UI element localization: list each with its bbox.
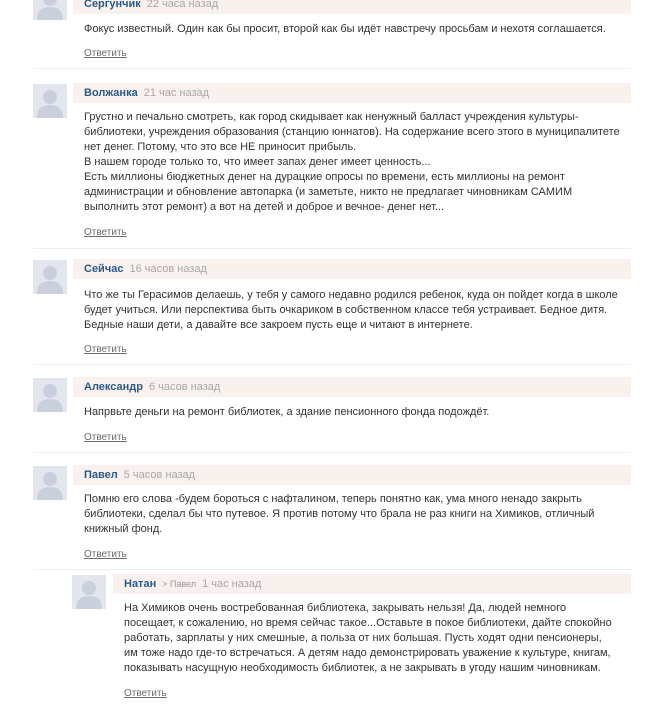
text-line: Грустно и печально смотреть, как город скидывает как ненужный балласт учреждения культуры-: [84, 111, 579, 123]
text-line: выполнить этот ремонт) а вот на детей и доброе и вечное- денег нет...: [84, 201, 445, 213]
author-name[interactable]: Натан: [124, 578, 157, 590]
reply-to-label[interactable]: > Павел: [162, 579, 197, 589]
timestamp: 22 часа назад: [146, 0, 219, 10]
author-name[interactable]: Александр: [84, 381, 143, 393]
text-line: На Химиков очень востребованная библиотека, закрывать нельзя! Да, людей немного: [124, 602, 567, 614]
comment-header: [113, 574, 631, 594]
comment-text: [84, 288, 618, 333]
reply-link[interactable]: Ответить: [124, 688, 167, 699]
text-line: посещает, к сожалению, но время сейчас такое...Оставьте в покое библиотеки, дайте спокойно: [124, 617, 612, 629]
divider: [33, 452, 631, 453]
divider: [33, 569, 631, 570]
text-line: библиотеки, сделал бы что путевое. Я против потому что брала не раз книги на Химиков, отличный: [84, 508, 595, 520]
text-line: Помню его слова -будем бороться с нафталином, теперь понятно как, ума много ненадо закрыть: [84, 493, 582, 505]
reply-link[interactable]: Ответить: [84, 227, 127, 238]
text-line: нет денег. Потому, что это все НЕ приносит прибыль.: [84, 141, 357, 153]
reply-link[interactable]: Ответить: [84, 48, 127, 59]
text-line: Что же ты Герасимов делаешь, у тебя у самого недавно родился ребенок, куда он пойдет когда в школе: [84, 289, 618, 301]
comment-text: [84, 110, 620, 215]
divider: [33, 248, 631, 249]
author-name[interactable]: Волжанка: [84, 87, 138, 99]
comment-header: [73, 465, 631, 485]
comment-text: [84, 22, 606, 37]
text-line: им тоже надо где-то встречаться. А детям надо демонстрировать уважение к культуре, книгам,: [124, 647, 611, 659]
comment-text: [84, 492, 594, 537]
text-line: В нашем городе только то, что имеет запах денег имеет ценность...: [84, 156, 431, 168]
reply-link[interactable]: Ответить: [84, 432, 127, 443]
avatar: [33, 260, 67, 294]
comment-header: [73, 0, 631, 14]
timestamp: 5 часов назад: [123, 469, 196, 481]
author-name[interactable]: Павел: [84, 469, 118, 481]
text-line: показывать насущную необходимость библиотек, а не закрывать в угоду нашим чиновникам.: [124, 662, 601, 674]
reply-link[interactable]: Ответить: [84, 344, 127, 355]
text-line: Фокус известный. Один как бы просит, второй как бы идёт навстречу просьбам и нехотя соглашается.: [84, 23, 606, 35]
timestamp: 6 часов назад: [148, 381, 221, 393]
user-silhouette-icon: [33, 260, 67, 294]
text-line: книжный фонд.: [84, 523, 163, 535]
text-line: Есть миллионы бюджетных денег на дурацкие опросы по времени, есть миллионы на ремонт: [84, 171, 565, 183]
user-silhouette-icon: [33, 84, 67, 118]
comment-header: [73, 259, 631, 279]
timestamp: 16 часов назад: [129, 263, 207, 275]
avatar: [72, 575, 106, 609]
comment-header: [73, 377, 631, 397]
timestamp: 1 час назад: [202, 578, 262, 590]
user-silhouette-icon: [33, 378, 67, 412]
timestamp: 21 час назад: [143, 87, 210, 99]
user-silhouette-icon: [33, 466, 67, 500]
text-line: библиотеки, учреждения образования (станцию юннатов). На содержание всего этого в муниципалитете: [84, 126, 620, 138]
divider: [33, 68, 631, 69]
text-line: Бедные наши дети, а давайте все закроем пусть еще и читают в интернете.: [84, 319, 473, 331]
avatar: [33, 466, 67, 500]
avatar: [33, 84, 67, 118]
text-line: администрации и обновление автопарка (и заметьте, никто не предлагает чиновникам САМИМ: [84, 186, 573, 198]
text-line: Напрвьте деньги на ремонт библиотек, а здание пенсионного фонда подождёт.: [84, 406, 490, 418]
comment-text: [124, 601, 612, 676]
text-line: будет учиться. Или перспектива быть очкариком в собственном классе тебя устраивает. Бедное дитя.: [84, 304, 608, 316]
divider: [33, 364, 631, 365]
comment-text: [84, 405, 489, 420]
author-name[interactable]: Сейчас: [84, 263, 124, 275]
reply-link[interactable]: Ответить: [84, 549, 127, 560]
author-name[interactable]: Сергунчик: [84, 0, 141, 10]
user-silhouette-icon: [33, 0, 67, 20]
avatar: [33, 0, 67, 20]
avatar: [33, 378, 67, 412]
text-line: работать, зарплаты у них смешные, а польза от них большая. Пусть ходят одни пенсионеры,: [124, 632, 602, 644]
comment-header: [73, 83, 631, 103]
user-silhouette-icon: [72, 575, 106, 609]
